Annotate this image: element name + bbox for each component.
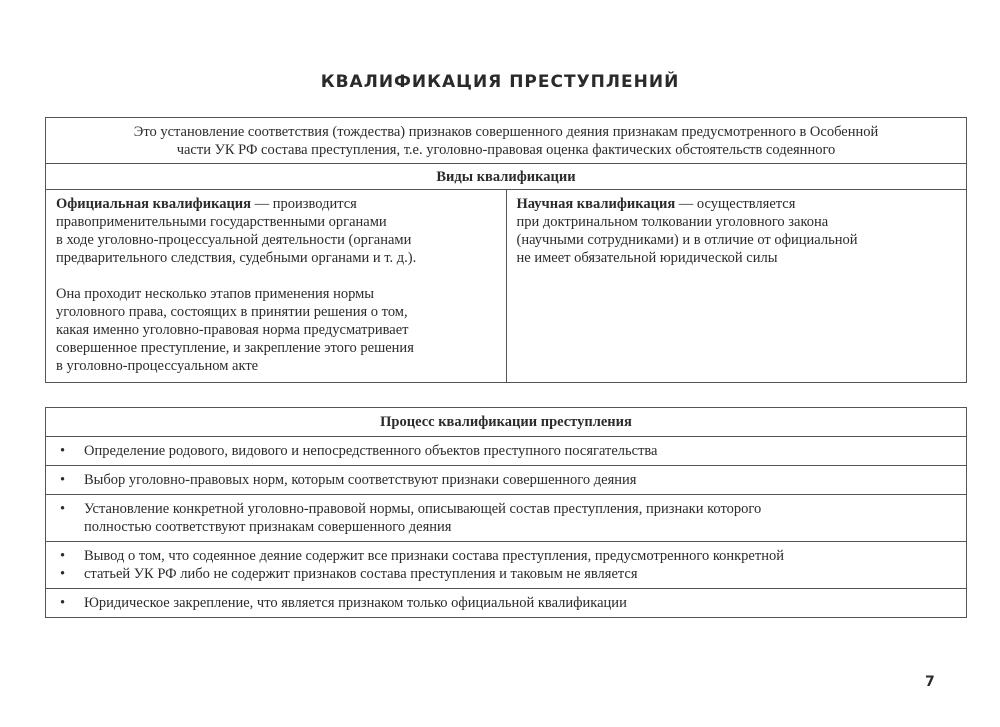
scientific-text-line: — осуществляется — [675, 196, 796, 212]
official-text-line: уголовного права, состоящих в принятии решения о том, — [56, 304, 408, 320]
scientific-text-line: при доктринальном толковании уголовного закона — [516, 214, 829, 230]
process-item-text: Юридическое закрепление, что является признаком только официальной квалификации — [84, 595, 627, 611]
process-item — [46, 589, 967, 618]
process-header: Процесс квалификации преступления — [46, 408, 967, 437]
types-header: Виды квалификации — [46, 164, 967, 190]
official-text-line: в ходе уголовно-процессуальной деятельности (органами — [56, 232, 412, 248]
bullet-icon: • — [60, 501, 66, 517]
definition-line: Это установление соответствия (тождества) признаков совершенного деяния признакам предусмотренного в Особенной — [133, 124, 879, 140]
process-item-line: статьей УК РФ либо не содержит признаков состава преступления и таковым не является — [84, 566, 638, 582]
process-item — [46, 542, 967, 589]
official-paragraph-1 — [56, 195, 496, 267]
scientific-term: Научная квалификация — [516, 196, 676, 212]
process-item-line: Вывод о том, что содеянное деяние содержит все признаки состава преступления, предусмотренного конкретной — [84, 548, 784, 564]
process-table — [45, 407, 967, 618]
official-text-line: совершенное преступление, и закрепление этого решения — [56, 340, 414, 356]
qualification-table — [45, 117, 967, 383]
official-term: Официальная квалификация — [56, 196, 252, 212]
scientific-text-line: не имеет обязательной юридической силы — [516, 250, 778, 266]
process-item — [46, 495, 967, 542]
bullet-icon: • — [60, 443, 66, 459]
process-item-line: Установление конкретной уголовно-правовой нормы, описывающей состав преступления, признаки которого — [84, 501, 762, 517]
page-title: КВАЛИФИКАЦИЯ ПРЕСТУПЛЕНИЙ — [320, 72, 680, 92]
page-number: 7 — [925, 674, 935, 690]
official-paragraph-2 — [56, 285, 496, 375]
process-item-text: Определение родового, видового и непосредственного объектов преступного посягательства — [84, 443, 658, 459]
definition-line: части УК РФ состава преступления, т.е. уголовно-правовая оценка фактических обстоятельств содеянного — [176, 142, 836, 158]
official-text-line: правоприменительными государственными органами — [56, 214, 387, 230]
bullet-icon: • — [60, 472, 66, 488]
scientific-qualification-cell — [506, 190, 967, 383]
official-text-line: — производится — [251, 196, 357, 212]
official-text-line: предварительного следствия, судебными органами и т. д.). — [56, 250, 417, 266]
official-text-line: в уголовно-процессуальном акте — [56, 358, 259, 374]
process-item — [46, 437, 967, 466]
scientific-text-line: (научными сотрудниками) и в отличие от официальной — [516, 232, 858, 248]
scientific-paragraph — [517, 195, 957, 267]
bullet-icon: • — [60, 595, 66, 611]
official-qualification-cell — [46, 190, 507, 383]
process-item-text — [84, 500, 956, 536]
definition-cell — [46, 118, 967, 164]
process-item-text: Выбор уголовно-правовых норм, которым соответствуют признаки совершенного деяния — [84, 472, 637, 488]
bullet-icon: • — [60, 548, 66, 564]
official-text-line: какая именно уголовно-правовая норма предусматривает — [56, 322, 409, 338]
process-item-line: полностью соответствуют признакам совершенного деяния — [84, 519, 452, 535]
bullet-icon: • — [60, 566, 66, 582]
official-text-line: Она проходит несколько этапов применения нормы — [56, 286, 375, 302]
process-item — [46, 466, 967, 495]
